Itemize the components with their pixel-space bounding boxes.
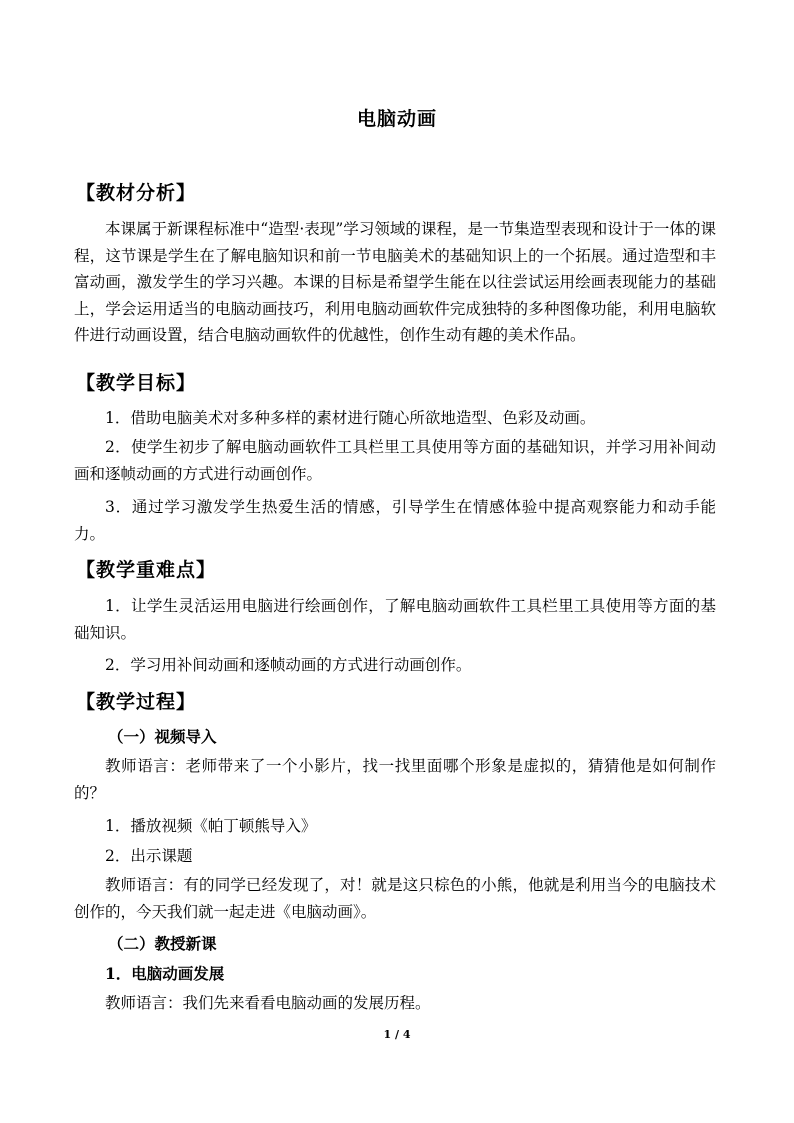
page-title: 电脑动画 — [356, 108, 437, 130]
process-part1-title: （一）视频导入 — [108, 727, 217, 746]
process-part1-text2: 教师语言：有的同学已经发现了，对！就是这只棕色的小熊，他就是利用当今的电脑技术创作的，今天我们就一起走进《电脑动画》。 — [74, 876, 716, 921]
process-part2-subheading: 1．电脑动画发展 — [105, 964, 225, 983]
keypoint-item-1: 1．让学生灵活运用电脑进行绘画创作，了解电脑动画软件工具栏里工具使用等方面的基础知识。 — [74, 597, 716, 642]
section-heading-goals: 【教学目标】 — [76, 372, 197, 394]
section-heading-analysis: 【教材分析】 — [76, 182, 197, 204]
process-part1-item1: 1．播放视频《帕丁顿熊导入》 — [105, 817, 317, 835]
page-number: 1 / 4 — [383, 1028, 411, 1041]
process-part1-item2: 2．出示课题 — [105, 847, 193, 865]
process-part2-title: （二）教授新课 — [108, 934, 217, 953]
process-part2-text1: 教师语言：我们先来看看电脑动画的发展历程。 — [105, 994, 431, 1012]
goal-item-2: 2．使学生初步了解电脑动画软件工具栏里工具使用等方面的基础知识，并学习用补间动画和逐帧动画的方式进行动画创作。 — [74, 438, 716, 483]
analysis-paragraph: 本课属于新课程标准中“造型·表现”学习领域的课程，是一节集造型表现和设计于一体的课程，这节课是学生在了解电脑知识和前一节电脑美术的基础知识上的一个拓展。通过造型和丰富动画，激发学生的学习兴趣。本课的目标是希望学生能在以往尝试运用绘画表现能力的基础上，学会运用适当的电脑动画技巧，利用电脑动画软件完成独特的多种图像功能，利用电脑软件进行动画设置，结合电脑动画软件的优越性，创作生动有趣的美术作品。 — [74, 220, 716, 344]
goal-item-1: 1．借助电脑美术对多种多样的素材进行随心所欲地造型、色彩及动画。 — [105, 409, 596, 427]
section-heading-keypoints: 【教学重难点】 — [76, 559, 217, 581]
section-heading-process: 【教学过程】 — [76, 691, 197, 713]
process-part1-text1: 教师语言：老师带来了一个小影片，找一找里面哪个形象是虚拟的，猜猜他是如何制作的？ — [74, 757, 716, 802]
goal-item-3: 3．通过学习激发学生热爱生活的情感，引导学生在情感体验中提高观察能力和动手能力。 — [74, 498, 716, 543]
keypoint-item-2: 2．学习用补间动画和逐帧动画的方式进行动画创作。 — [105, 656, 472, 674]
